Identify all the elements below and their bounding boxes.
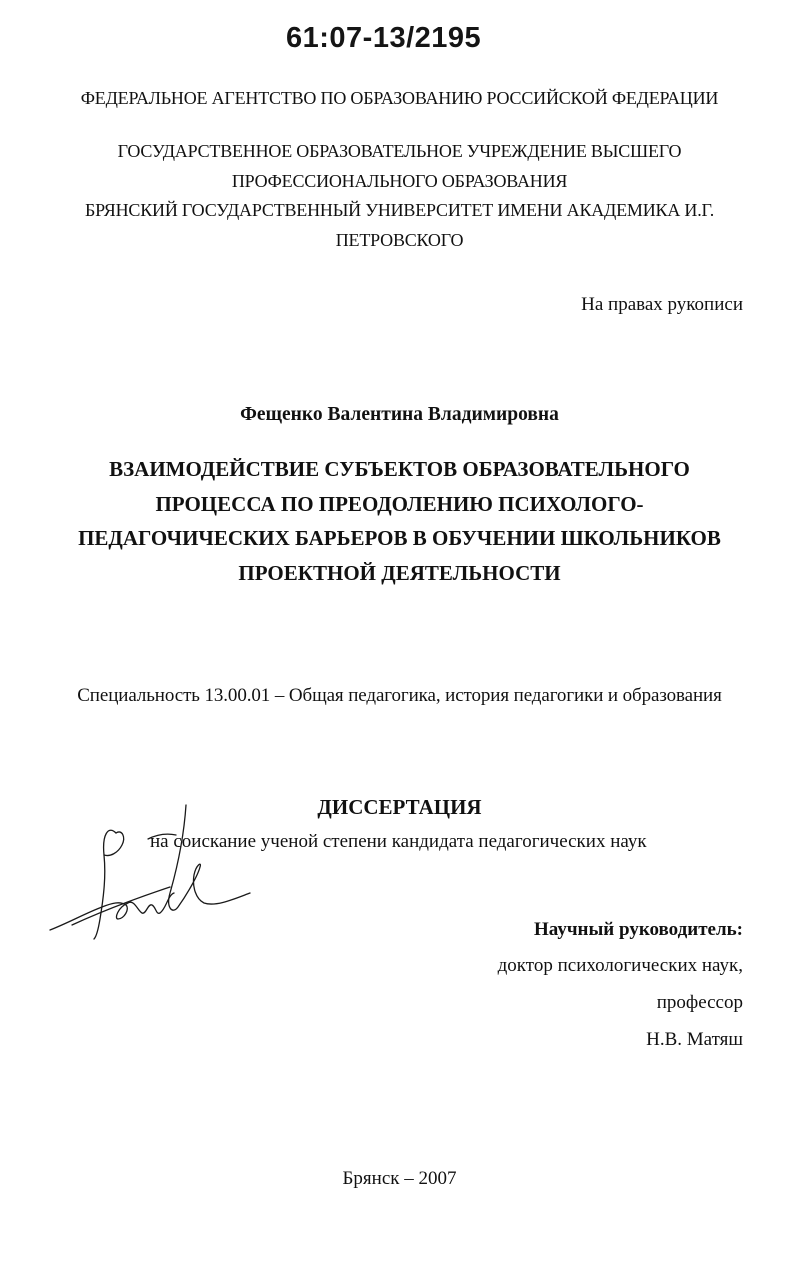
supervisor-title: профессор [656,992,743,1013]
specialty-line: Специальность 13.00.01 – Общая педагогика, история педагогики и образования [77,685,722,706]
document-type: ДИССЕРТАЦИЯ [317,795,482,819]
institution-block [0,137,799,255]
institution-line: БРЯНСКИЙ ГОСУДАРСТВЕННЫЙ УНИВЕРСИТЕТ ИМЕНИ АКАДЕМИКА И.Г. [84,200,715,221]
signature-stroke [148,834,176,839]
signature-stroke [104,832,124,856]
title-line: ВЗАИМОДЕЙСТВИЕ СУБЪЕКТОВ ОБРАЗОВАТЕЛЬНОГО [109,457,690,481]
signature-stroke [169,805,250,910]
signature-stroke [72,887,170,925]
catalog-number: 61:07-13/2195 [286,22,482,54]
agency-name: ФЕДЕРАЛЬНОЕ АГЕНТСТВО ПО ОБРАЗОВАНИЮ РОССИЙСКОЙ ФЕДЕРАЦИИ [80,88,719,108]
degree-line: на соискание ученой степени кандидата педагогических наук [150,831,647,852]
supervisor-degree: доктор психологических наук, [497,955,743,976]
handwritten-signature [38,795,253,945]
signature-stroke [50,893,174,930]
city-year: Брянск – 2007 [342,1168,457,1189]
institution-line: ГОСУДАРСТВЕННОЕ ОБРАЗОВАТЕЛЬНОЕ УЧРЕЖДЕНИЕ ВЫСШЕГО [117,141,682,161]
supervisor-name: Н.В. Матяш [646,1029,743,1050]
supervisor-heading: Научный руководитель: [534,919,743,940]
institution-line: ПРОФЕССИОНАЛЬНОГО ОБРАЗОВАНИЯ [231,170,568,191]
signature-stroke [94,830,116,939]
institution-line: ПЕТРОВСКОГО [335,229,464,250]
manuscript-rights-note: На правах рукописи [581,294,743,315]
title-line: ПРОЦЕССА ПО ПРЕОДОЛЕНИЮ ПСИХОЛОГО- [155,491,644,516]
title-line: ПЕДАГОЧИЧЕСКИХ БАРЬЕРОВ В ОБУЧЕНИИ ШКОЛЬНИКОВ [78,526,721,550]
author-name: Фещенко Валентина Владимировна [240,404,559,425]
title-line: ПРОЕКТНОЙ ДЕЯТЕЛЬНОСТИ [238,560,561,585]
dissertation-title [0,452,799,590]
